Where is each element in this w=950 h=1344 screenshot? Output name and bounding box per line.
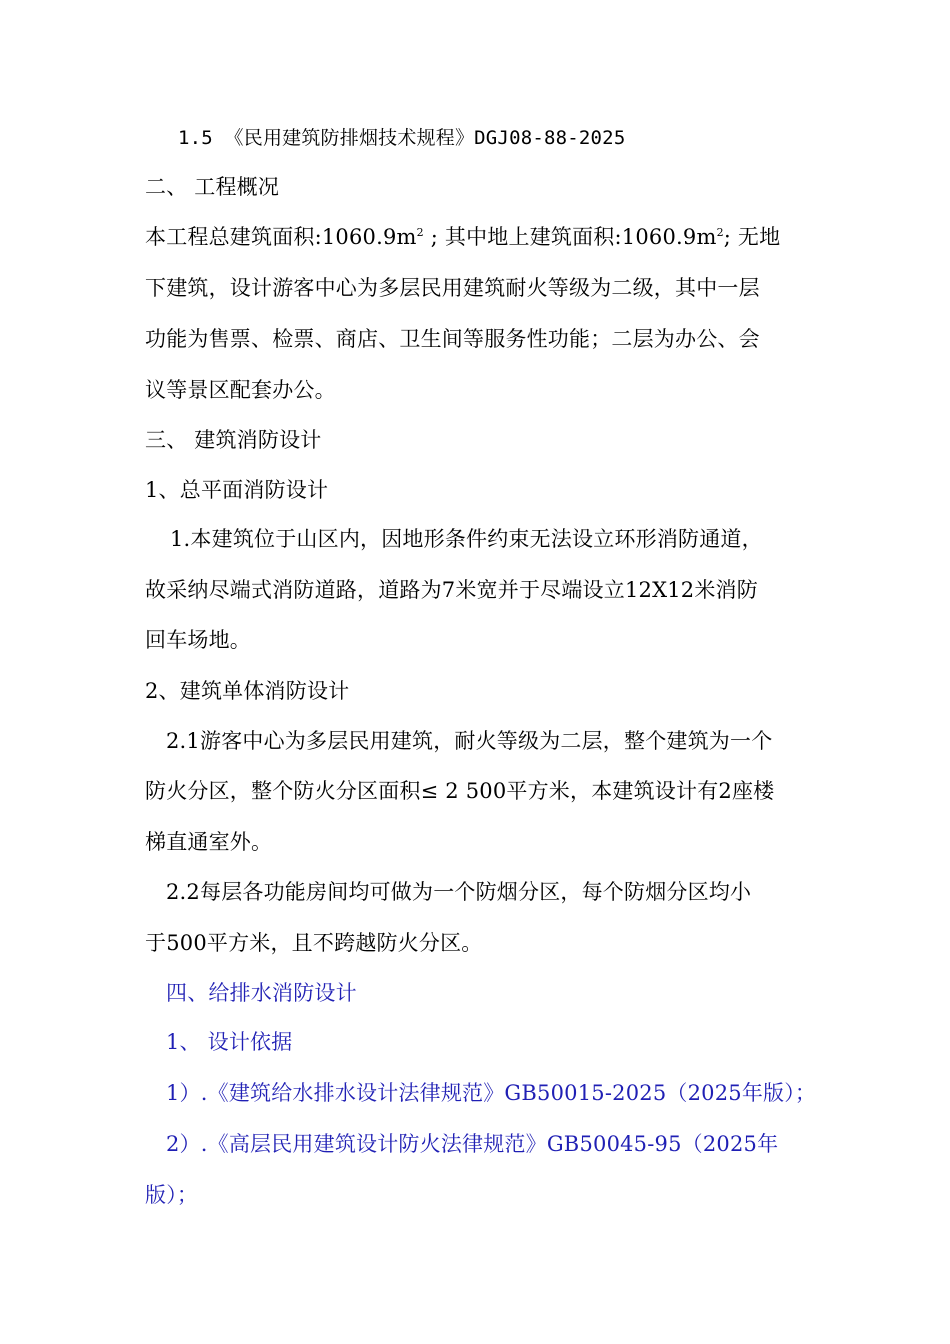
- reference-1-5: 1.5 《民用建筑防排烟技术规程》DGJ08-88-2025: [178, 127, 626, 149]
- standard-reference-1: 1）.《建筑给水排水设计法律规范》GB50015-2025（2025年版）；: [166, 1081, 817, 1105]
- section-4-title: 四、给排水消防设计: [166, 981, 357, 1005]
- site-plan-paragraph-line-3: 回车场地。: [145, 628, 251, 652]
- site-plan-paragraph-line-2: 故采纳尽端式消防道路，道路为7米宽并于尽端设立12X12米消防: [145, 578, 758, 602]
- building-paragraph-1-line-2: 防火分区，整个防火分区面积≤ 2 500平方米，本建筑设计有2座楼: [145, 779, 775, 803]
- building-paragraph-2-line-1: 2.2每层各功能房间均可做为一个防烟分区，每个防烟分区均小: [166, 880, 752, 904]
- section-3-title: 三、 建筑消防设计: [145, 428, 322, 452]
- overview-line-2: 下建筑，设计游客中心为多层民用建筑耐火等级为二级，其中一层: [145, 276, 760, 300]
- standard-reference-2-line-2: 版）；: [145, 1183, 199, 1207]
- overview-line-1: [145, 223, 815, 251]
- building-paragraph-2-line-2: 于500平方米，且不跨越防火分区。: [145, 931, 483, 955]
- superscript-2: 2: [716, 226, 724, 239]
- standard-reference-2-line-1: 2）.《高层民用建筑设计防火法律规范》GB50045-95（2025年: [166, 1132, 779, 1156]
- subsection-2-title: 2、建筑单体消防设计: [145, 679, 350, 703]
- section-2-title: 二、 工程概况: [145, 175, 280, 199]
- building-paragraph-1-line-3: 梯直通室外。: [145, 830, 273, 854]
- section-4-subsection-1-title: 1、 设计依据: [166, 1030, 293, 1054]
- subsection-1-title: 1、总平面消防设计: [145, 478, 329, 502]
- overview-line-4: 议等景区配套办公。: [145, 378, 336, 402]
- site-plan-paragraph-line-1: 1.本建筑位于山区内，因地形条件约束无法设立环形消防通道，: [170, 527, 763, 551]
- overview-line-1-part-c: ; 无地: [723, 225, 781, 249]
- overview-line-1-part-a: 本工程总建筑面积:1060.9m: [145, 225, 417, 249]
- overview-line-3: 功能为售票、检票、商店、卫生间等服务性功能；二层为办公、会: [145, 327, 760, 351]
- superscript-2: 2: [416, 226, 424, 239]
- building-paragraph-1-line-1: 2.1游客中心为多层民用建筑，耐火等级为二层，整个建筑为一个: [166, 729, 773, 753]
- overview-line-1-part-b: ; 其中地上建筑面积:1060.9m: [423, 225, 717, 249]
